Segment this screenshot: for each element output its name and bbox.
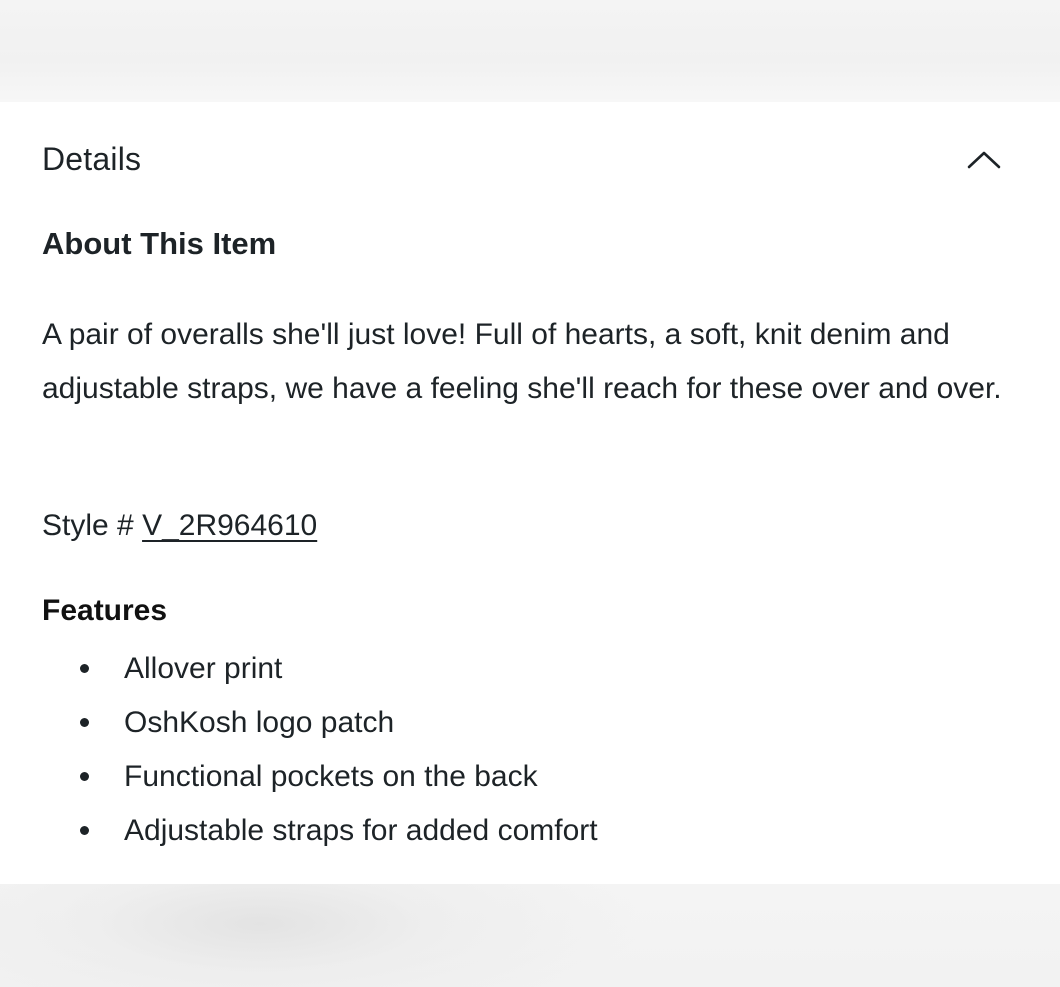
- bullet-icon: [80, 664, 89, 673]
- about-this-item-heading: About This Item: [42, 226, 277, 261]
- list-item: [42, 804, 942, 858]
- list-item: [42, 642, 942, 696]
- bottom-background: [0, 884, 1060, 987]
- style-number-link[interactable]: V_2R964610: [142, 509, 318, 542]
- list-item: [42, 750, 942, 804]
- bullet-icon: [80, 826, 89, 835]
- details-title: Details: [42, 140, 142, 177]
- top-background: [0, 0, 1060, 102]
- feature-text: Allover print: [124, 652, 283, 685]
- feature-text: Functional pockets on the back: [124, 760, 538, 793]
- details-panel: [0, 102, 1060, 884]
- list-item: [42, 696, 942, 750]
- feature-text: OshKosh logo patch: [124, 706, 395, 739]
- features-list: [42, 642, 942, 858]
- details-accordion-header[interactable]: [42, 136, 1002, 182]
- item-description: A pair of overalls she'll just love! Full of hearts, a soft, knit denim and adjustable straps, we have a feeling she'll reach for these over and over.: [42, 318, 1002, 405]
- style-number-line: [42, 502, 317, 550]
- bullet-icon: [80, 718, 89, 727]
- feature-text: Adjustable straps for added comfort: [124, 814, 598, 847]
- bullet-icon: [80, 772, 89, 781]
- features-heading: Features: [42, 594, 168, 627]
- style-label: Style #: [42, 509, 134, 542]
- chevron-up-icon[interactable]: [966, 147, 1002, 171]
